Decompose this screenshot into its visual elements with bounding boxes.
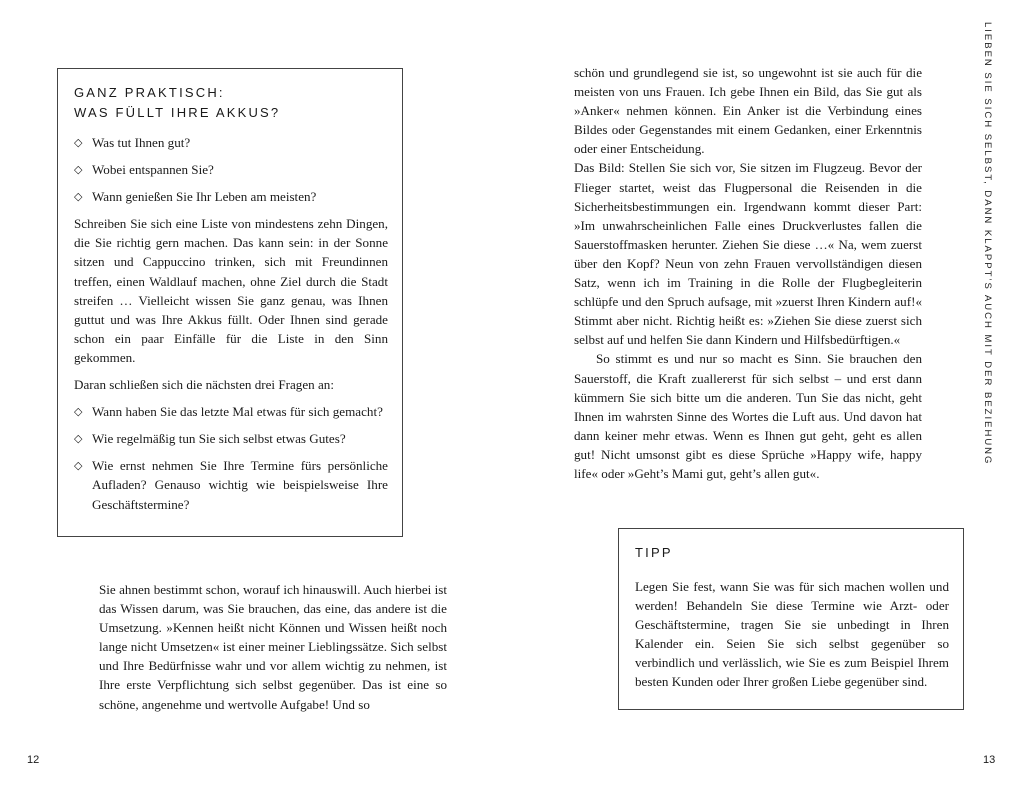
right-body-paragraph-3: So stimmt es und nur so macht es Sinn. Sie brauchen den Sauerstoff, die Kraft zuallererst für sich selbst – und erst dann kümmern Sie sich bitte um die anderen. Tun Sie das nicht, geht Ihnen im wahrsten Sinne des Wortes die Luft aus. Und davon hat dann keiner mehr etwas. Wenn es Ihnen gut geht, geht es allen gut! Nicht umsonst gibt es diese Sprüche »Happy wife, happy life« oder »Geht’s Mami gut, geht’s allen gut«. [574, 351, 922, 481]
diamond-bullet-icon: ◇ [74, 136, 83, 149]
list-item-text: Wie ernst nehmen Sie Ihre Termine fürs persönliche Aufladen? Genauso wichtig wie beispielsweise Ihre Geschäftstermine? [92, 458, 388, 512]
diamond-bullet-icon: ◇ [74, 190, 83, 204]
right-body-paragraph-1: schön und grundlegend sie ist, so ungewohnt ist sie auch für die meisten von uns Frauen. Ich gebe Ihnen ein Bild, das Sie gut als »Anker« nehmen können. Ein Anker ist die Verbindung eines Bildes oder Gegenstandes mit einem Gedanken, einer Erkenntnis oder einer Entscheidung. [574, 65, 922, 157]
list-item-text: Wobei entspannen Sie? [92, 162, 214, 178]
list-item [74, 429, 388, 448]
left-body-paragraph: Sie ahnen bestimmt schon, worauf ich hinauswill. Auch hierbei ist das Wissen darum, was Sie brauchen, das eine, das andere ist die Umsetzung. »Kennen heißt nicht Können und Wissen heißt noch lange nicht Umsetzen« ist einer meiner Lieblingssätze. Sich selbst und Ihre Bedürfnisse wahr und vor allem wichtig zu nehmen, ist Ihre erste Verpflichtung sich selbst gegenüber. Das ist eine so schöne, angenehme und wertvolle Aufgabe! Und so [99, 582, 447, 712]
tip-box-text: Legen Sie fest, wann Sie was für sich machen wollen und werden! Behandeln Sie diese Termine wie Arzt- oder Geschäftstermine, tragen Sie sie unbedingt in Ihren Kalender ein. Seien Sie sich selbst gegenüber so verbindlich und verlässlich, wie Sie es zum Beispiel Ihrem besten Kunden oder Ihrer großen Liebe gegenüber sind. [635, 579, 949, 690]
list-item-text: Wie regelmäßig tun Sie sich selbst etwas Gutes? [92, 431, 346, 447]
diamond-bullet-icon: ◇ [74, 163, 83, 177]
practical-box-paragraph-1: Schreiben Sie sich eine Liste von mindestens zehn Dingen, die Sie richtig gern machen. Das kann sein: in der Sonne sitzen und Cappuccino trinken, sich mit Freundinnen treffen, einen Waldlauf machen, ohne Ziel durch die Stadt streifen … Vielleicht wissen Sie ganz genau, was Ihnen guttut und was Ihre Akkus füllt. Oder Ihnen sind gerade schon ein paar Einfälle für die Liste in den Sinn gekommen. [74, 216, 388, 365]
list-item-text: Wann haben Sie das letzte Mal etwas für sich gemacht? [92, 404, 383, 420]
diamond-bullet-icon: ◇ [74, 459, 83, 473]
diamond-bullet-icon: ◇ [74, 432, 83, 446]
list-item [74, 160, 388, 179]
practical-box-heading [74, 83, 388, 123]
list-item [74, 187, 388, 206]
practical-tips-box [57, 68, 403, 537]
practical-box-heading-line-1: GANZ PRAKTISCH: [74, 85, 225, 100]
practical-box-paragraph-2: Daran schließen sich die nächsten drei Fragen an: [74, 377, 334, 393]
list-item [74, 456, 388, 513]
diamond-bullet-icon: ◇ [74, 405, 83, 419]
question-list-1 [74, 133, 388, 206]
left-body-text [99, 580, 447, 714]
page-number-right: 13 [983, 754, 996, 766]
list-item [74, 133, 388, 152]
question-list-2 [74, 402, 388, 513]
list-item-text: Was tut Ihnen gut? [92, 135, 191, 150]
tip-box-heading: TIPP [635, 545, 673, 560]
right-body-paragraph-2: Das Bild: Stellen Sie sich vor, Sie sitzen im Flugzeug. Bevor der Flieger startet, weist das Flugpersonal die Reisenden in die Sicherheitsbestimmungen ein. Irgendwann kommt dieser Part: »Im unwahrscheinlichen Falle eines Druckverlustes fallen die Sauerstoffmasken herunter. Ziehen Sie diese …« Na, wem zuerst über den Kopf? Neun von zehn Frauen vervollständigen diesen Satz, wenn ich im Training in die Rolle der Flugbegleiterin schlüpfe und den Spruch aufsage, mit »zuerst Ihren Kindern auf!« Stimmt aber nicht. Richtig heißt es: »Ziehen Sie diese zuerst sich selbst auf und helfen Sie dann Kindern und Hilfsbedürftigen.« [574, 160, 922, 348]
page-number-left: 12 [27, 754, 40, 766]
tip-box [618, 528, 964, 710]
right-body-text [574, 63, 922, 483]
right-page [510, 0, 1020, 793]
practical-box-heading-line-2: WAS FÜLLT IHRE AKKUS? [74, 105, 281, 120]
list-item [74, 402, 388, 421]
running-head: LIEBEN SIE SICH SELBST, DANN KLAPPT’S AUCH MIT DER BEZIEHUNG [982, 22, 993, 466]
list-item-text: Wann genießen Sie Ihr Leben am meisten? [92, 189, 317, 205]
